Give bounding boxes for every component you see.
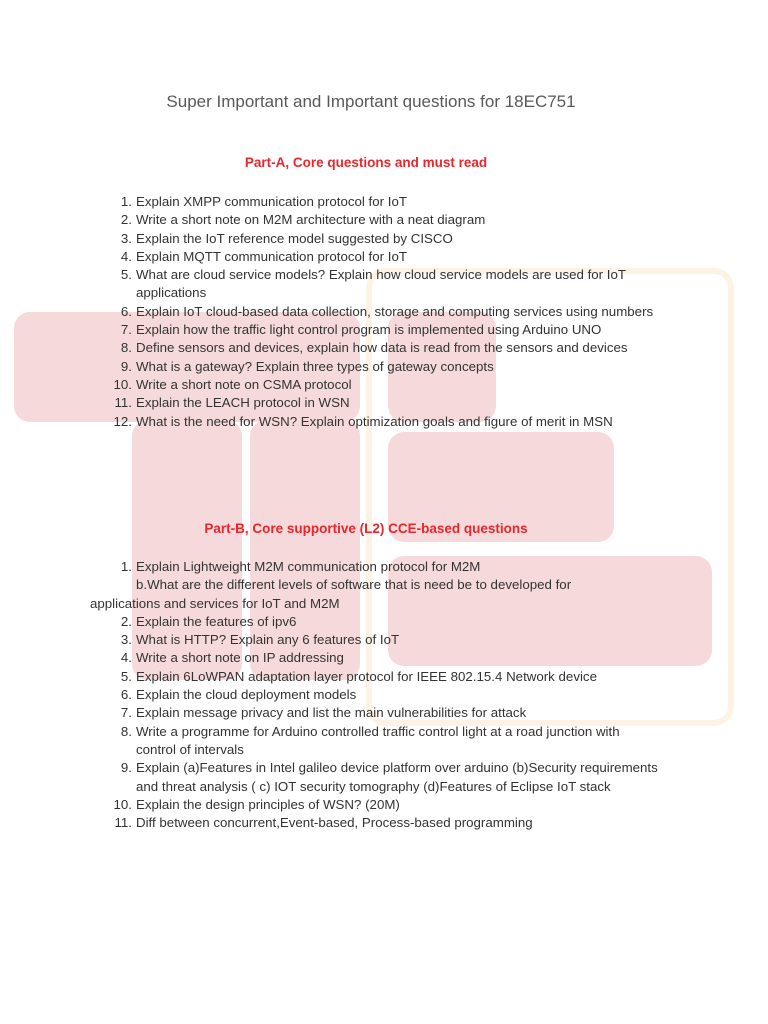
- item-number: 6.: [120, 303, 132, 319]
- item-text: Explain how the traffic light control program is implemented using Arduino UNO: [136, 322, 602, 338]
- item-text: Write a short note on CSMA protocol: [136, 376, 352, 392]
- list-item: [0, 558, 768, 613]
- list-item: [0, 704, 768, 722]
- list-item: [0, 668, 768, 686]
- item-text: Explain Lightweight M2M communication protocol for M2M: [136, 559, 481, 574]
- item-text: Explain the features of ipv6: [136, 613, 297, 629]
- part-b-list: [0, 558, 768, 832]
- list-item: [0, 686, 768, 704]
- item-text: What is the need for WSN? Explain optimization goals and figure of merit in MSN: [136, 413, 613, 429]
- item-text: Diff between concurrent,Event-based, Process-based programming: [136, 815, 533, 831]
- item-number: 3.: [120, 230, 132, 246]
- list-item: [0, 631, 768, 649]
- list-item: [0, 759, 768, 796]
- item-text: Explain the cloud deployment models: [136, 687, 357, 703]
- page-title: Super Important and Important questions for 18EC751: [166, 92, 576, 111]
- item-number: 5.: [120, 267, 132, 283]
- item-text: Explain XMPP communication protocol for IoT: [136, 194, 407, 209]
- list-item: [0, 649, 768, 667]
- item-text: What is HTTP? Explain any 6 features of IoT: [136, 632, 400, 648]
- list-item: [0, 303, 768, 321]
- item-number: 4.: [120, 650, 132, 666]
- list-item: [0, 321, 768, 339]
- list-item: [0, 211, 768, 229]
- item-text: Explain the LEACH protocol in WSN: [136, 395, 350, 411]
- list-item: [0, 248, 768, 266]
- item-number: 3.: [120, 632, 132, 648]
- list-item: [0, 413, 768, 431]
- item-number: 8.: [120, 723, 132, 739]
- item-text: Explain (a)Features in Intel galileo device platform over arduino (b)Security requirements and threat analysis ( c) IOT security tomography (d)Features of Eclipse IoT stack: [136, 760, 658, 794]
- item-number: 2.: [120, 613, 132, 629]
- item-text: What is a gateway? Explain three types of gateway concepts: [136, 358, 494, 374]
- item-number: 10.: [113, 796, 132, 812]
- item-text: Explain MQTT communication protocol for IoT: [136, 248, 407, 264]
- item-text: Write a short note on IP addressing: [136, 650, 344, 666]
- item-number: 5.: [120, 668, 132, 684]
- list-item: [0, 613, 768, 631]
- item-number: 2.: [120, 212, 132, 228]
- item-number: 1.: [120, 194, 132, 209]
- list-item: [0, 266, 768, 303]
- list-item: [0, 394, 768, 412]
- list-item: [0, 723, 768, 760]
- list-item: [0, 796, 768, 814]
- list-item: [0, 339, 768, 357]
- item-number: 8.: [120, 340, 132, 356]
- item-text: Explain the IoT reference model suggested by CISCO: [136, 230, 453, 246]
- list-item: [0, 358, 768, 376]
- item-text: Explain 6LoWPAN adaptation layer protocol for IEEE 802.15.4 Network device: [136, 668, 597, 684]
- list-item: [0, 193, 768, 211]
- item-text: Explain message privacy and list the main vulnerabilities for attack: [136, 705, 527, 721]
- list-item: [0, 230, 768, 248]
- item-number: 10.: [113, 376, 132, 392]
- item-number: 6.: [120, 687, 132, 703]
- list-item: [0, 814, 768, 832]
- item-number: 9.: [120, 760, 132, 776]
- item-number: 9.: [120, 358, 132, 374]
- item-text: Explain IoT cloud-based data collection, storage and computing services using numbers: [136, 303, 654, 319]
- item-sub-rest-line: applications and services for IoT and M2M: [90, 595, 340, 611]
- list-item: [0, 376, 768, 394]
- item-text: Write a programme for Arduino controlled traffic control light at a road junction with control of intervals: [136, 723, 620, 757]
- item-number: 7.: [120, 322, 132, 338]
- item-number: 4.: [120, 248, 132, 264]
- item-sub-first-line: b.What are the different levels of software that is need be to developed for: [136, 577, 572, 593]
- item-text: What are cloud service models? Explain how cloud service models are used for IoT applications: [136, 267, 626, 301]
- item-number: 11.: [114, 395, 132, 411]
- part-a-list: [0, 193, 768, 431]
- item-sub-question: [0, 576, 768, 613]
- item-text: Define sensors and devices, explain how data is read from the sensors and devices: [136, 340, 628, 356]
- item-text: Write a short note on M2M architecture with a neat diagram: [136, 212, 486, 228]
- item-text: Explain the design principles of WSN? (20M): [136, 796, 400, 812]
- part-a-heading: Part-A, Core questions and must read: [244, 155, 488, 170]
- item-number: 7.: [120, 705, 132, 721]
- item-number: 12.: [113, 413, 132, 429]
- part-b-heading: Part-B, Core supportive (L2) CCE-based questions: [204, 521, 528, 536]
- item-number: 11.: [114, 815, 132, 831]
- item-number: 1.: [120, 559, 132, 574]
